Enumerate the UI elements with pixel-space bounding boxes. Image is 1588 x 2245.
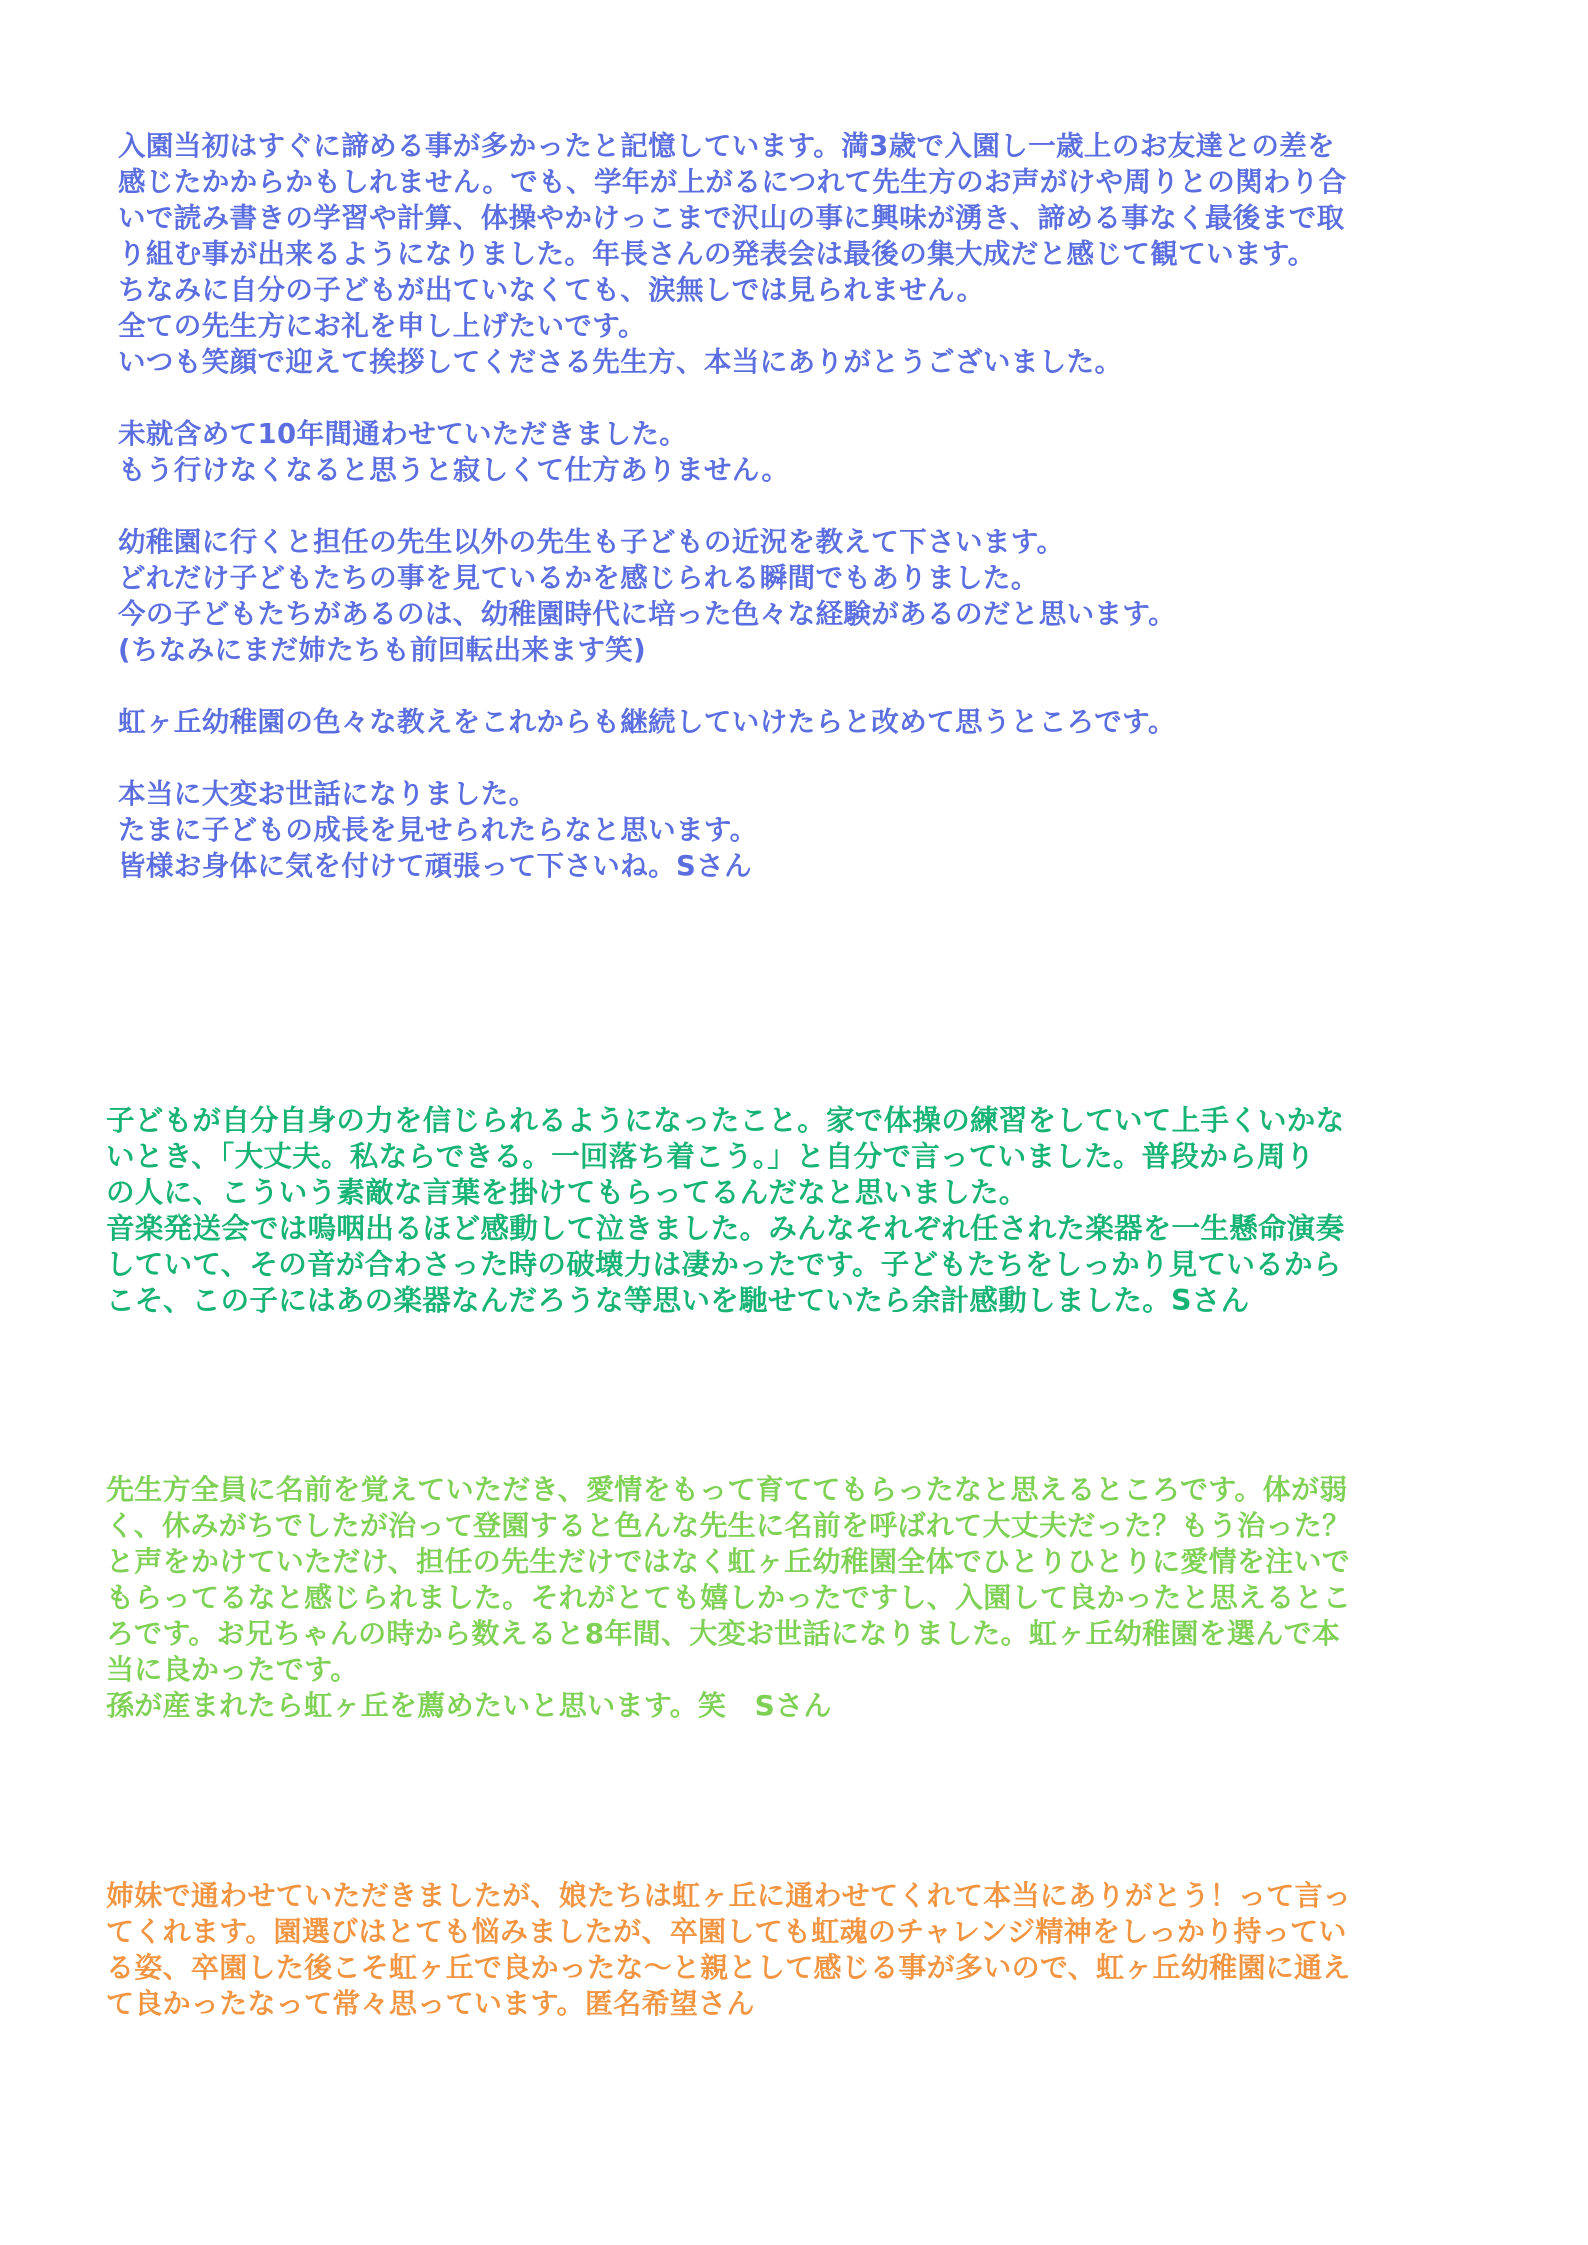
text-line: いつも笑顔で迎えて挨拶してくださる先生方、本当にありがとうございました。	[118, 346, 1123, 378]
text-line: の人に、こういう素敵な言葉を掛けてもらってるんだなと思いました。	[106, 1176, 1028, 1209]
paragraph-gap	[118, 488, 1347, 524]
text-line: 皆様お身体に気を付けて頑張って下さいね。Sさん	[118, 850, 753, 882]
text-line: と声をかけていただけ、担任の先生だけではなく虹ヶ丘幼稚園全体でひとりひとりに愛情を注いで	[106, 1545, 1351, 1578]
comment-block-4	[106, 1878, 1351, 2022]
comment-block-1	[118, 128, 1347, 884]
text-line: 今の子どもたちがあるのは、幼稚園時代に培った色々な経験があるのだと思います。	[118, 598, 1176, 630]
text-line: どれだけ子どもたちの事を見ているかを感じられる瞬間でもありました。	[118, 562, 1039, 594]
text-line: 幼稚園に行くと担任の先生以外の先生も子どもの近況を教えて下さいます。	[118, 526, 1065, 558]
text-line: いで読み書きの学習や計算、体操やかけっこまで沢山の事に興味が湧き、諦める事なく最後まで取	[118, 202, 1345, 234]
text-line: もう行けなくなると思うと寂しくて仕方ありません。	[118, 454, 790, 486]
text-line: 本当に大変お世話になりました。	[118, 778, 537, 810]
text-line: 孫が産まれたら虹ヶ丘を薦めたいと思います。笑 Sさん	[106, 1689, 832, 1722]
text-line: ろです。お兄ちゃんの時から数えると8年間、大変お世話になりました。虹ヶ丘幼稚園を選んで本	[106, 1617, 1341, 1650]
text-line: る姿、卒園した後こそ虹ヶ丘で良かったな～と親として感じる事が多いので、虹ヶ丘幼稚園に通え	[106, 1951, 1351, 1984]
text-line: 感じたかからかもしれません。でも、学年が上がるにつれて先生方のお声がけや周りとの関わり合	[118, 166, 1347, 198]
text-line: てくれます。園選びはとても悩みましたが、卒園しても虹魂のチャレンジ精神をしっかり持ってい	[106, 1915, 1347, 1948]
text-line: していて、その音が合わさった時の破壊力は凄かったです。子どもたちをしっかり見ているから	[106, 1248, 1342, 1281]
text-line: いとき、「大丈夫。私ならできる。一回落ち着こう。」と自分で言っていました。普段から周り	[106, 1140, 1315, 1173]
text-line: く、休みがちでしたが治って登園すると色んな先生に名前を呼ばれて大丈夫だった？もう治った？	[106, 1509, 1351, 1542]
text-line: 未就含めて10年間通わせていただきました。	[118, 418, 688, 450]
text-line: て良かったなって常々思っています。匿名希望さん	[106, 1987, 755, 2020]
text-line: 虹ヶ丘幼稚園の色々な教えをこれからも継続していけたらと改めて思うところです。	[118, 706, 1176, 738]
text-line: こそ、この子にはあの楽器なんだろうな等思いを馳せていたら余計感動しました。Sさん	[106, 1284, 1250, 1317]
text-line: 子どもが自分自身の力を信じられるようになったこと。家で体操の練習をしていて上手くいかな	[106, 1104, 1345, 1137]
text-line: (ちなみにまだ姉たちも前回転出来ます笑)	[118, 634, 647, 666]
text-line: 全ての先生方にお礼を申し上げたいです。	[118, 310, 646, 342]
text-line: 姉妹で通わせていただきましたが、娘たちは虹ヶ丘に通わせてくれて本当にありがとう！って言っ	[106, 1879, 1352, 1912]
text-line: 入園当初はすぐに諦める事が多かったと記憶しています。満3歳で入園し一歳上のお友達との差を	[118, 130, 1336, 162]
text-line: 音楽発送会では嗚咽出るほど感動して泣きました。みんなそれぞれ任された楽器を一生懸命演奏	[106, 1212, 1345, 1245]
comment-block-2	[106, 1103, 1344, 1319]
text-line: り組む事が出来るようになりました。年長さんの発表会は最後の集大成だと感じて観ています。	[118, 238, 1316, 270]
text-line: たまに子どもの成長を見せられたらなと思います。	[118, 814, 758, 846]
paragraph-gap	[118, 380, 1347, 416]
paragraph-gap	[118, 668, 1347, 704]
text-line: ちなみに自分の子どもが出ていなくても、涙無しでは見られません。	[118, 274, 985, 306]
text-line: 先生方全員に名前を覚えていただき、愛情をもって育ててもらったなと思えるところです。体が弱	[106, 1473, 1348, 1506]
paragraph-gap	[118, 740, 1347, 776]
comment-block-3	[106, 1472, 1351, 1724]
text-line: 当に良かったです。	[106, 1653, 359, 1686]
text-line: もらってるなと感じられました。それがとても嬉しかったですし、入園して良かったと思えるとこ	[106, 1581, 1352, 1614]
